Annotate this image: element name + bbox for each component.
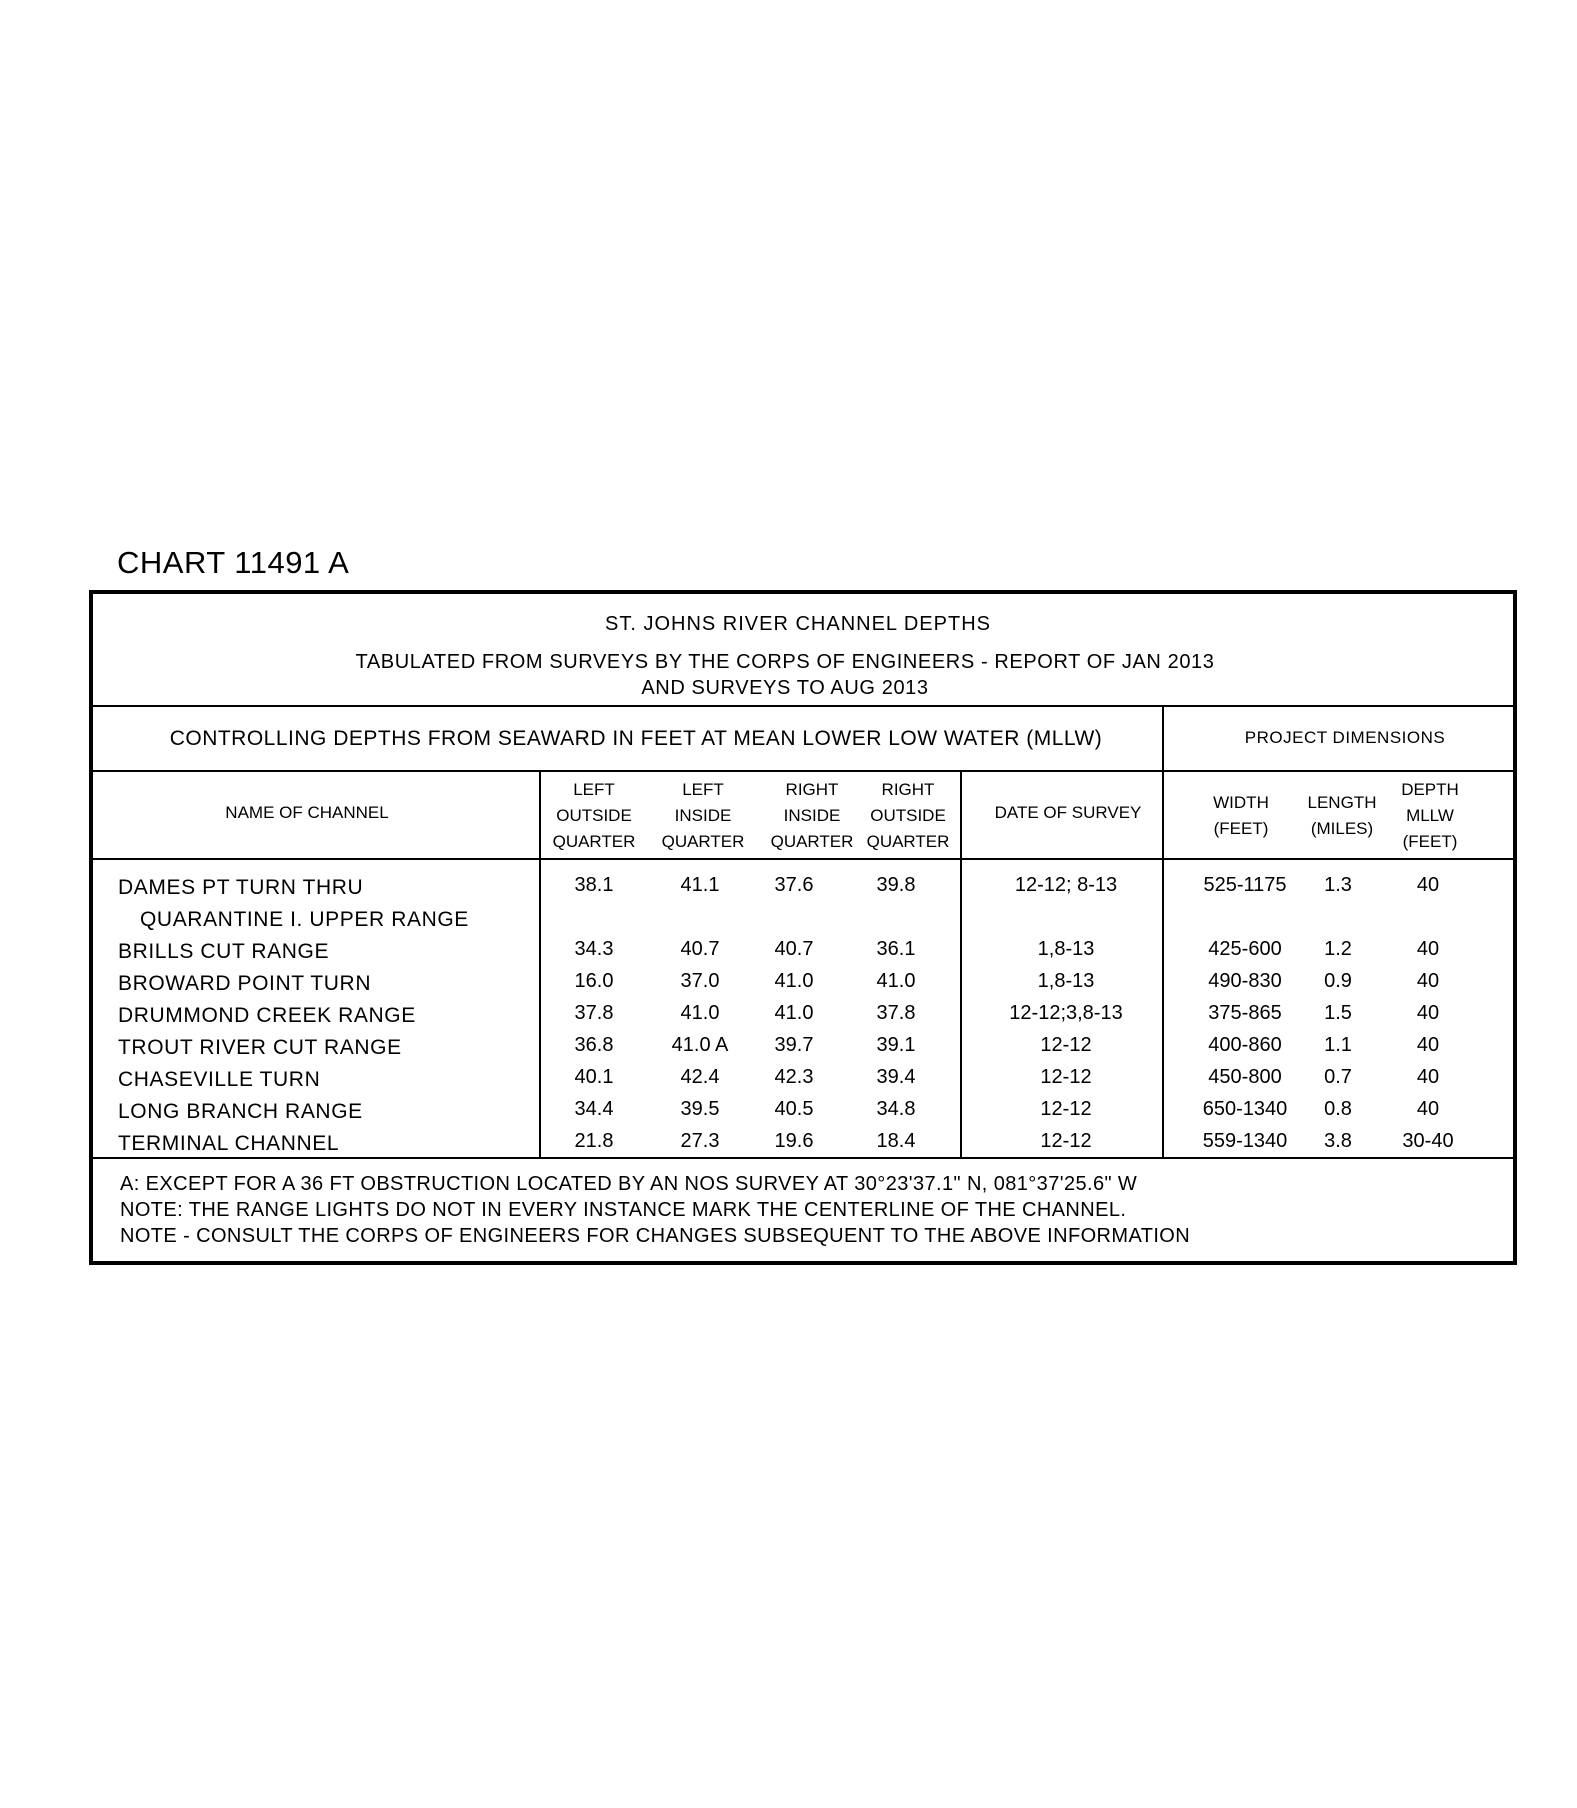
- note-range-lights: NOTE: THE RANGE LIGHTS DO NOT IN EVERY INSTANCE MARK THE CENTERLINE OF THE CHANNEL.: [120, 1199, 1127, 1221]
- column-header-right-outside-quarter: RIGHT OUTSIDE QUARTER: [866, 780, 950, 851]
- cell-right-inside-quarter: 40.7: [774, 938, 814, 960]
- cell-left-outside-quarter: 40.1: [574, 1066, 614, 1088]
- cell-left-outside-quarter: 36.8: [574, 1034, 614, 1056]
- cell-width: 490-830: [1208, 970, 1282, 992]
- cell-date-of-survey: 12-12: [1040, 1130, 1092, 1152]
- cell-channel-name: TROUT RIVER CUT RANGE: [118, 1036, 402, 1059]
- cell-right-outside-quarter: 39.4: [876, 1066, 916, 1088]
- cell-right-inside-quarter: 41.0: [774, 1002, 814, 1024]
- divider-project-dimensions: [1162, 705, 1164, 1158]
- cell-left-outside-quarter: 16.0: [574, 970, 614, 992]
- cell-left-inside-quarter: 39.5: [680, 1098, 720, 1120]
- cell-width: 400-860: [1208, 1034, 1282, 1056]
- cell-left-inside-quarter: 41.1: [680, 874, 720, 896]
- cell-width: 525-1175: [1203, 874, 1287, 896]
- column-header-depth: DEPTH MLLW (FEET): [1401, 780, 1459, 851]
- cell-width: 375-865: [1208, 1002, 1282, 1024]
- cell-length: 1.2: [1324, 938, 1352, 960]
- cell-depth: 40: [1416, 1002, 1440, 1024]
- cell-depth: 40: [1416, 938, 1440, 960]
- cell-length: 0.9: [1324, 970, 1352, 992]
- cell-left-outside-quarter: 37.8: [574, 1002, 614, 1024]
- note-obstruction: A: EXCEPT FOR A 36 FT OBSTRUCTION LOCATED BY AN NOS SURVEY AT 30°23'37.1" N, 081°37'25.6" W: [120, 1173, 1138, 1195]
- cell-length: 1.3: [1324, 874, 1352, 896]
- cell-length: 1.1: [1324, 1034, 1352, 1056]
- cell-left-inside-quarter: 27.3: [680, 1130, 720, 1152]
- cell-channel-name: CHASEVILLE TURN: [118, 1068, 321, 1091]
- cell-left-outside-quarter: 21.8: [574, 1130, 614, 1152]
- cell-width: 450-800: [1208, 1066, 1282, 1088]
- cell-right-outside-quarter: 39.8: [876, 874, 916, 896]
- cell-left-inside-quarter: 41.0: [680, 1002, 720, 1024]
- cell-right-outside-quarter: 34.8: [876, 1098, 916, 1120]
- cell-left-inside-quarter: 42.4: [680, 1066, 720, 1088]
- cell-channel-name: BRILLS CUT RANGE: [118, 940, 330, 963]
- cell-date-of-survey: 1,8-13: [1037, 970, 1095, 992]
- cell-right-inside-quarter: 37.6: [774, 874, 814, 896]
- cell-channel-name: BROWARD POINT TURN: [118, 972, 372, 995]
- cell-length: 0.7: [1324, 1066, 1352, 1088]
- cell-right-inside-quarter: 42.3: [774, 1066, 814, 1088]
- rule-below-title: [91, 705, 1515, 707]
- cell-width: 425-600: [1208, 938, 1282, 960]
- cell-channel-name: DAMES PT TURN THRU: [118, 876, 364, 899]
- rule-above-notes: [91, 1157, 1515, 1159]
- column-header-name-of-channel: NAME OF CHANNEL: [225, 803, 389, 822]
- chart-label: CHART 11491 A: [117, 545, 350, 580]
- cell-right-inside-quarter: 41.0: [774, 970, 814, 992]
- cell-date-of-survey: 12-12;3,8-13: [1009, 1002, 1123, 1024]
- cell-right-outside-quarter: 36.1: [876, 938, 916, 960]
- cell-length: 3.8: [1324, 1130, 1352, 1152]
- cell-width: 559-1340: [1202, 1130, 1288, 1152]
- cell-date-of-survey: 12-12: [1040, 1098, 1092, 1120]
- cell-date-of-survey: 12-12: [1040, 1034, 1092, 1056]
- cell-depth: 30-40: [1402, 1130, 1454, 1152]
- project-dimensions-header: PROJECT DIMENSIONS: [1244, 728, 1446, 747]
- table-subtitle-line1: TABULATED FROM SURVEYS BY THE CORPS OF ENGINEERS - REPORT OF JAN 2013: [355, 651, 1215, 673]
- cell-right-outside-quarter: 37.8: [876, 1002, 916, 1024]
- column-header-date-of-survey: DATE OF SURVEY: [994, 803, 1142, 822]
- cell-length: 0.8: [1324, 1098, 1352, 1120]
- column-header-width: WIDTH (FEET): [1213, 793, 1269, 838]
- controlling-depths-header: CONTROLLING DEPTHS FROM SEAWARD IN FEET AT MEAN LOWER LOW WATER (MLLW): [169, 727, 1103, 750]
- cell-left-inside-quarter: 41.0 A: [671, 1034, 729, 1056]
- rule-below-column-headers: [91, 858, 1515, 860]
- note-consult-corps: NOTE - CONSULT THE CORPS OF ENGINEERS FOR CHANGES SUBSEQUENT TO THE ABOVE INFORMATION: [120, 1225, 1191, 1247]
- cell-depth: 40: [1416, 874, 1440, 896]
- cell-left-outside-quarter: 34.3: [574, 938, 614, 960]
- cell-right-outside-quarter: 39.1: [876, 1034, 916, 1056]
- column-header-left-inside-quarter: LEFT INSIDE QUARTER: [661, 780, 745, 851]
- divider-name-column: [539, 770, 541, 1158]
- column-header-right-inside-quarter: RIGHT INSIDE QUARTER: [770, 780, 854, 851]
- cell-left-outside-quarter: 34.4: [574, 1098, 614, 1120]
- cell-right-inside-quarter: 40.5: [774, 1098, 814, 1120]
- table-subtitle-line2: AND SURVEYS TO AUG 2013: [641, 677, 929, 699]
- cell-depth: 40: [1416, 1098, 1440, 1120]
- cell-left-outside-quarter: 38.1: [574, 874, 614, 896]
- divider-date-column: [960, 770, 962, 1158]
- cell-right-outside-quarter: 18.4: [876, 1130, 916, 1152]
- cell-depth: 40: [1416, 1066, 1440, 1088]
- cell-channel-name: TERMINAL CHANNEL: [118, 1132, 340, 1155]
- rule-below-controlling-header: [91, 770, 1515, 772]
- cell-width: 650-1340: [1202, 1098, 1288, 1120]
- table-title: ST. JOHNS RIVER CHANNEL DEPTHS: [605, 613, 991, 635]
- cell-depth: 40: [1416, 1034, 1440, 1056]
- cell-left-inside-quarter: 37.0: [680, 970, 720, 992]
- cell-left-inside-quarter: 40.7: [680, 938, 720, 960]
- cell-depth: 40: [1416, 970, 1440, 992]
- cell-channel-name: DRUMMOND CREEK RANGE: [118, 1004, 416, 1027]
- column-header-left-outside-quarter: LEFT OUTSIDE QUARTER: [552, 780, 636, 851]
- cell-channel-name: QUARANTINE I. UPPER RANGE: [140, 908, 469, 931]
- cell-right-outside-quarter: 41.0: [876, 970, 916, 992]
- cell-right-inside-quarter: 19.6: [774, 1130, 814, 1152]
- cell-date-of-survey: 1,8-13: [1037, 938, 1095, 960]
- cell-right-inside-quarter: 39.7: [774, 1034, 814, 1056]
- column-header-length: LENGTH (MILES): [1307, 793, 1377, 838]
- cell-date-of-survey: 12-12; 8-13: [1014, 874, 1118, 896]
- cell-length: 1.5: [1324, 1002, 1352, 1024]
- cell-channel-name: LONG BRANCH RANGE: [118, 1100, 363, 1123]
- cell-date-of-survey: 12-12: [1040, 1066, 1092, 1088]
